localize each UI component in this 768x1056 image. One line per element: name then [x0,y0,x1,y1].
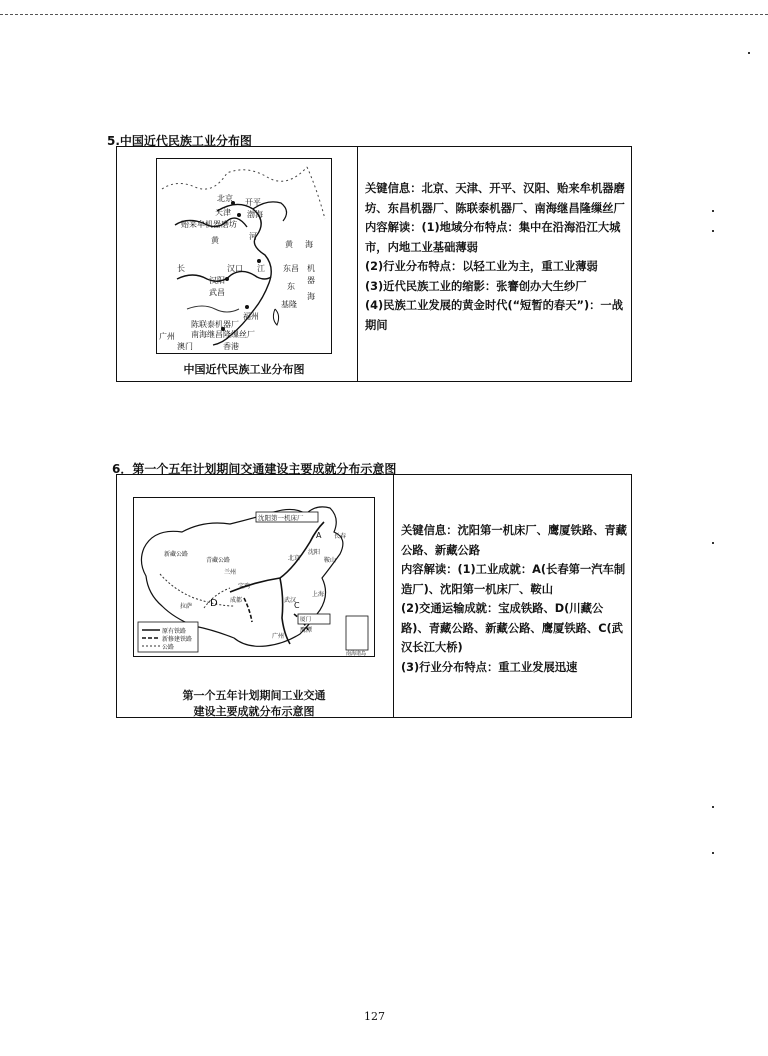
svg-text:河: 河 [249,232,257,241]
svg-text:新修建铁路: 新修建铁路 [162,636,193,643]
section-6-table [116,474,632,718]
info-line: (3)近代民族工业的缩影：张謇创办大生纱厂 [365,279,587,293]
svg-text:渤海: 渤海 [247,210,263,219]
scan-speck [712,542,714,544]
info-line: (4)民族工业发展的黄金时代(“短暂的春天”)：一战期间 [365,299,624,332]
svg-text:武汉: 武汉 [284,597,297,604]
svg-text:机: 机 [307,264,315,273]
svg-text:东昌: 东昌 [283,264,299,273]
table-divider [393,475,394,717]
svg-text:沈阳第一机床厂: 沈阳第一机床厂 [258,514,304,522]
info-line: (2)交通运输成就：宝成铁路、D(川藏公路)、青藏公路、新藏公路、鹰厦铁路、C(武汉长江大桥) [401,602,623,654]
svg-text:原有铁路: 原有铁路 [162,628,187,635]
svg-text:黄: 黄 [211,236,219,245]
svg-text:澳门: 澳门 [177,342,193,351]
svg-text:上海: 上海 [312,591,325,598]
svg-text:兰州: 兰州 [224,569,237,576]
svg-text:汉阳: 汉阳 [209,276,225,285]
svg-text:江: 江 [257,264,265,273]
info-line: 关键信息：北京、天津、开平、汉阳、贻来牟机器磨坊、东昌机器厂、陈联泰机器厂、南海继昌隆缫丝厂 [365,182,625,215]
svg-text:陈联泰机器厂: 陈联泰机器厂 [191,320,239,329]
svg-text:贻来牟机器磨坊: 贻来牟机器磨坊 [181,220,237,229]
scan-speck [712,210,714,212]
svg-text:沈阳: 沈阳 [308,549,321,556]
info-line: 关键信息：沈阳第一机床厂、鹰厦铁路、青藏公路、新藏公路 [401,524,627,557]
svg-text:海: 海 [307,292,315,301]
svg-text:天津: 天津 [215,208,231,217]
svg-text:黄: 黄 [285,240,293,249]
svg-text:南海诸岛: 南海诸岛 [346,651,367,656]
svg-text:成都: 成都 [230,597,243,604]
section-6-info [401,521,627,677]
svg-text:基隆: 基隆 [281,300,297,309]
table-divider [357,147,358,381]
svg-text:新藏公路: 新藏公路 [164,551,189,558]
page-number: 127 [364,1010,385,1023]
svg-text:香港: 香港 [223,342,239,351]
svg-text:海: 海 [305,240,313,249]
svg-text:北京: 北京 [217,194,233,203]
section-5-map [156,158,332,354]
section-5-title: 5.中国近代民族工业分布图 [107,134,252,148]
section-5-map-caption: 中国近代民族工业分布图 [183,363,305,376]
info-line: (3)行业分布特点：重工业发展迅速 [401,660,578,674]
svg-text:青藏公路: 青藏公路 [206,557,231,564]
svg-text:拉萨: 拉萨 [180,603,193,610]
svg-text:宝鸡: 宝鸡 [238,583,251,590]
section-6-map [133,497,375,657]
svg-text:厦门: 厦门 [300,617,312,623]
svg-text:汉口: 汉口 [227,264,243,273]
section-6-map-caption-line-1: 第一个五年计划期间工业交通 [182,689,326,702]
svg-text:开平: 开平 [245,198,261,207]
scan-speck [712,852,714,854]
section-5-info [365,179,627,335]
svg-text:C: C [294,601,300,610]
svg-text:长春: 长春 [334,533,347,540]
svg-text:鹰潭: 鹰潭 [300,627,313,634]
scan-speck [748,52,750,54]
section-5-table [116,146,632,382]
svg-text:东: 东 [287,282,295,291]
svg-text:A: A [316,531,322,540]
svg-text:广州: 广州 [159,332,175,341]
scan-speck [712,806,714,808]
svg-text:武昌: 武昌 [209,288,225,297]
modern-industry-map [157,159,331,353]
top-dashed-border [0,14,768,15]
svg-text:器: 器 [307,276,315,285]
svg-text:南海继昌隆缫丝厂: 南海继昌隆缫丝厂 [191,330,255,339]
five-year-plan-map [134,498,374,656]
svg-text:北京: 北京 [288,555,301,562]
section-6-title: 6．第一个五年计划期间交通建设主要成就分布示意图 [112,462,397,476]
scan-speck [712,230,714,232]
section-6-map-caption-line-2: 建设主要成就分布示意图 [193,705,315,718]
info-line: 内容解读：(1)地域分布特点：集中在沿海沿江大城市，内地工业基础薄弱 [365,221,621,254]
svg-text:鞍山: 鞍山 [324,557,337,564]
svg-text:公路: 公路 [162,644,175,651]
svg-text:福州: 福州 [243,312,259,321]
svg-text:长: 长 [177,264,185,273]
info-line: (2)行业分布特点：以轻工业为主，重工业薄弱 [365,260,598,273]
svg-text:D: D [210,598,218,609]
info-line: 内容解读：(1)工业成就：A(长春第一汽车制造厂)、沈阳第一机床厂、鞍山 [401,563,626,596]
svg-text:广州: 广州 [272,633,285,640]
